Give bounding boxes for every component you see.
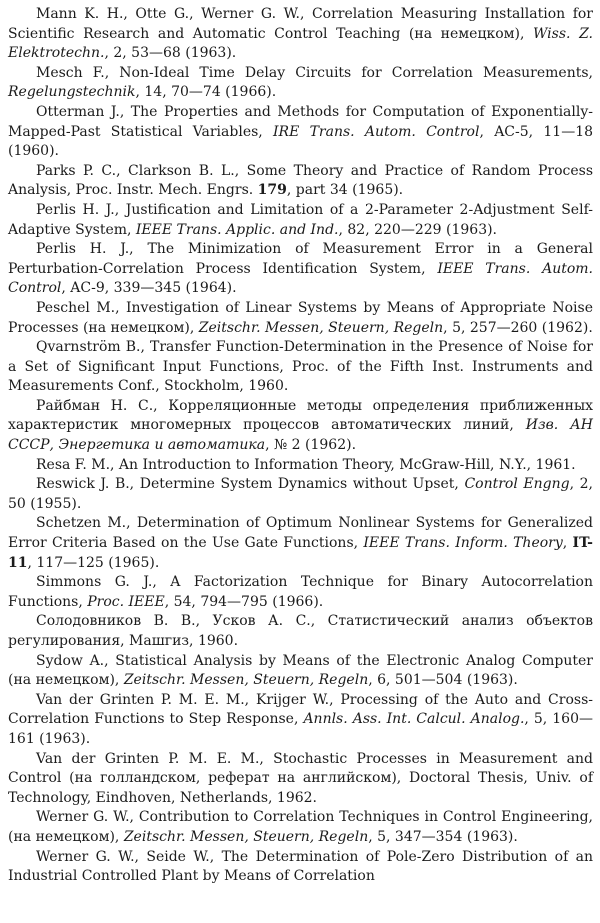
reference-text: Reswick J. B., Determine System Dynamics without Upset,	[36, 476, 465, 493]
journal-title: Zeitschr. Messen, Steuern, Regeln	[198, 319, 444, 336]
reference-text: , 54, 794—795 (1966).	[164, 593, 324, 610]
reference-entry	[8, 397, 593, 456]
reference-text: Солодовников В. В., Усков А. С., Статистический анализ объектов регулирования, Машгиз, 1960.	[8, 613, 593, 649]
reference-entry	[8, 475, 593, 514]
journal-title: Wiss. Z. Elektrotechn.	[8, 25, 593, 62]
reference-entry	[8, 514, 593, 573]
reference-entry	[8, 240, 593, 299]
reference-entry	[8, 5, 593, 64]
reference-text: Otterman J., The Properties and Methods for Computation of Exponentially-Mapped-Past Statistical Variables,	[8, 103, 593, 140]
reference-text: , part 34 (1965).	[286, 182, 404, 199]
reference-text: , № 2 (1962).	[265, 437, 357, 454]
reference-text: , 117—125 (1965).	[27, 554, 160, 571]
reference-text: Peschel M., Investigation of Linear Systems by Means of Appropriate Noise Processes (на немецком),	[8, 299, 593, 336]
reference-entry	[8, 848, 593, 887]
journal-title: Annls. Ass. Int. Calcul. Analog.	[303, 711, 525, 728]
reference-text: , 2, 53—68 (1963).	[104, 45, 237, 62]
reference-text: Resa F. M., An Introduction to Information Theory, McGraw-Hill, N.Y., 1961.	[36, 456, 576, 473]
reference-entry	[8, 612, 593, 651]
reference-entry	[8, 162, 593, 201]
journal-title: IEEE Trans. Autom. Control	[8, 260, 593, 297]
reference-text: , 82, 220—229 (1963).	[338, 221, 498, 238]
reference-entry	[8, 750, 593, 809]
reference-entry	[8, 652, 593, 691]
reference-text: Parks P. C., Clarkson B. L., Some Theory and Practice of Random Process Analysis, Proc. Instr. Mech. Engrs.	[8, 162, 593, 199]
reference-entry	[8, 103, 593, 162]
volume-number: 179	[257, 182, 287, 199]
journal-title: IEEE Trans. Applic. and Ind.	[135, 221, 339, 238]
reference-text: Simmons G. J., A Factorization Technique for Binary Autocorrelation Functions,	[8, 574, 593, 610]
journal-title: Изв. АН СССР, Энергетика и автоматика	[8, 417, 593, 454]
reference-text: Райбман Н. С., Корреляционные методы определения приближенных характеристик многомерных процессов автоматических линий,	[8, 397, 593, 434]
reference-entry	[8, 691, 593, 750]
reference-entry	[8, 299, 593, 338]
reference-text: Van der Grinten P. M. E. M., Stochastic Processes in Measurement and Control (на голландском, реферат на английском), Doctoral Thesis, Univ. of Technology, Eindhoven, Netherlands, 1962.	[8, 750, 593, 806]
reference-entry	[8, 201, 593, 240]
reference-text: , 2, 50 (1955).	[8, 476, 594, 512]
journal-title: IRE Trans. Autom. Control	[273, 123, 480, 140]
journal-title: Regelungstechnik	[8, 84, 136, 101]
reference-text: Qvarnström B., Transfer Function-Determination in the Presence of Noise for a Set of Significant Input Functions, Proc. of the Fifth Inst. Instruments and Measurements Conf., Stockholm, 1960.	[8, 339, 593, 395]
volume-number: IT-11	[8, 535, 593, 571]
reference-text: , 5, 347—354 (1963).	[368, 828, 518, 845]
journal-title: Control Engng	[464, 476, 570, 493]
reference-text: , 5, 160—161 (1963).	[8, 711, 593, 747]
reference-text: , 6, 501—504 (1963).	[368, 672, 518, 689]
reference-text: Sydow A., Statistical Analysis by Means of the Electronic Analog Computer (на немецком),	[8, 652, 593, 689]
reference-text: Werner G. W., Contribution to Correlation Techniques in Control Engineering, (на немецком),	[8, 809, 593, 845]
journal-title: IEEE Trans. Inform. Theory	[363, 535, 563, 552]
reference-text: Perlis H. J., The Minimization of Measurement Error in a General Perturbation-Correlation Process Identification System,	[8, 241, 593, 277]
reference-text: Mann K. H., Otte G., Werner G. W., Correlation Measuring Installation for Scientific Research and Automatic Control Teaching (на немецком),	[8, 6, 593, 42]
reference-entry	[8, 808, 593, 847]
reference-text: Mesch F., Non-Ideal Time Delay Circuits for Correlation Measurements,	[36, 64, 593, 81]
reference-text: Van der Grinten P. M. E. M., Krijger W., Processing of the Auto and Cross-Correlation Functions to Step Response,	[8, 691, 593, 728]
reference-text: , AC-9, 339—345 (1964).	[61, 280, 237, 297]
journal-title: Zeitschr. Messen, Steuern, Regeln	[123, 828, 369, 845]
reference-entry	[8, 338, 593, 397]
reference-text: , 14, 70—74 (1966).	[135, 84, 277, 101]
reference-text: , 5, 257—260 (1962).	[443, 319, 593, 336]
reference-entry	[8, 573, 593, 612]
reference-text: , AC-5, 11—18 (1960).	[8, 123, 594, 160]
reference-entry	[8, 456, 593, 476]
reference-text: Perlis H. J., Justification and Limitation of a 2-Parameter 2-Adjustment Self-Adaptive System,	[8, 201, 593, 238]
reference-text: ,	[562, 535, 573, 552]
journal-title: Zeitschr. Messen, Steuern, Regeln	[123, 672, 369, 689]
reference-text: Schetzen M., Determination of Optimum Nonlinear Systems for Generalized Error Criteria Based on the Use Gate Functions,	[8, 515, 593, 552]
reference-text: Werner G. W., Seide W., The Determination of Pole-Zero Distribution of an Industrial Controlled Plant by Means of Correlation	[8, 848, 593, 885]
journal-title: Proc. IEEE	[87, 593, 165, 610]
reference-entry	[8, 64, 593, 103]
